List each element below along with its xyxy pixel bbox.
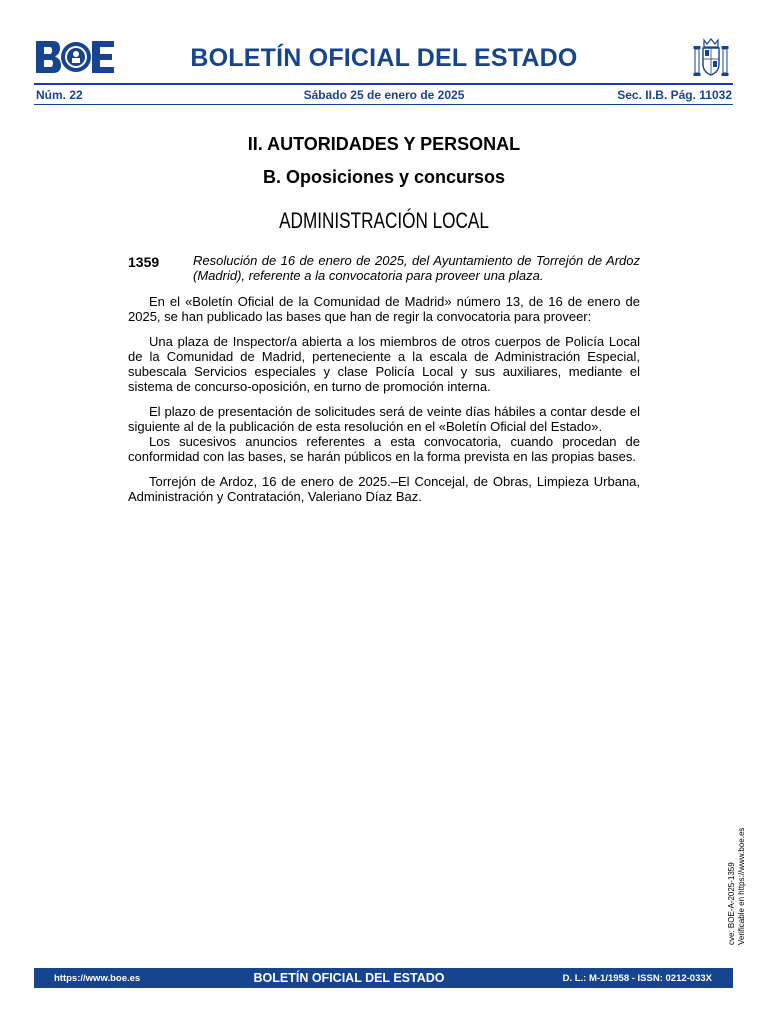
- header-rule-top: [34, 83, 733, 85]
- paragraph: El plazo de presentación de solicitudes será de veinte días hábiles a contar desde el siguiente al de la publicación de esta resolución en el «Boletín Oficial del Estado».: [128, 404, 640, 434]
- signature-paragraph: Torrejón de Ardoz, 16 de enero de 2025.–El Concejal, de Obras, Limpieza Urbana, Administración y Contratación, Valeriano Díaz Baz.: [128, 474, 640, 504]
- organization-title: ADMINISTRACIÓN LOCAL: [279, 208, 489, 233]
- cve-code: cve: BOE-A-2025-1359: [727, 862, 736, 945]
- verification-link[interactable]: Verificable en https://www.boe.es: [737, 827, 746, 945]
- verification-note: [727, 745, 747, 945]
- entry-number: 1359: [128, 254, 160, 270]
- footer-legal: D. L.: M-1/1958 - ISSN: 0212-033X: [562, 973, 712, 984]
- section-page: Sec. II.B. Pág. 11032: [617, 88, 732, 102]
- coat-of-arms-icon: [690, 37, 732, 79]
- header-rule-bottom: [34, 104, 733, 105]
- boe-logo: [36, 41, 114, 73]
- body-text: [128, 294, 640, 514]
- paragraph: Una plaza de Inspector/a abierta a los miembros de otros cuerpos de Policía Local de la Comunidad de Madrid, perteneciente a la escala de Administración Especial, subescala Servicios especiales y clase Policía Local y sus auxiliares, mediante el sistema de concurso-oposición, en turno de promoción interna.: [128, 334, 640, 394]
- issue-number: Núm. 22: [36, 88, 83, 102]
- paragraph: En el «Boletín Oficial de la Comunidad de Madrid» número 13, de 16 de enero de 2025, se han publicado las bases que han de regir la convocatoria para proveer:: [128, 294, 640, 324]
- footer-url-link[interactable]: https://www.boe.es: [54, 973, 141, 984]
- issue-date: Sábado 25 de enero de 2025: [303, 88, 465, 102]
- masthead-title: BOLETÍN OFICIAL DEL ESTADO: [190, 44, 578, 72]
- entry-summary: Resolución de 16 de enero de 2025, del Ayuntamiento de Torrejón de Ardoz (Madrid), referente a la convocatoria para proveer una plaza.: [193, 253, 640, 283]
- section-title: II. AUTORIDADES Y PERSONAL: [247, 134, 521, 154]
- footer-title: BOLETÍN OFICIAL DEL ESTADO: [253, 971, 445, 985]
- footer-bar: [34, 968, 733, 988]
- subsection-title: B. Oposiciones y concursos: [262, 167, 506, 187]
- paragraph: Los sucesivos anuncios referentes a esta convocatoria, cuando procedan de conformidad con las bases, se harán públicos en la forma prevista en las propias bases.: [128, 434, 640, 464]
